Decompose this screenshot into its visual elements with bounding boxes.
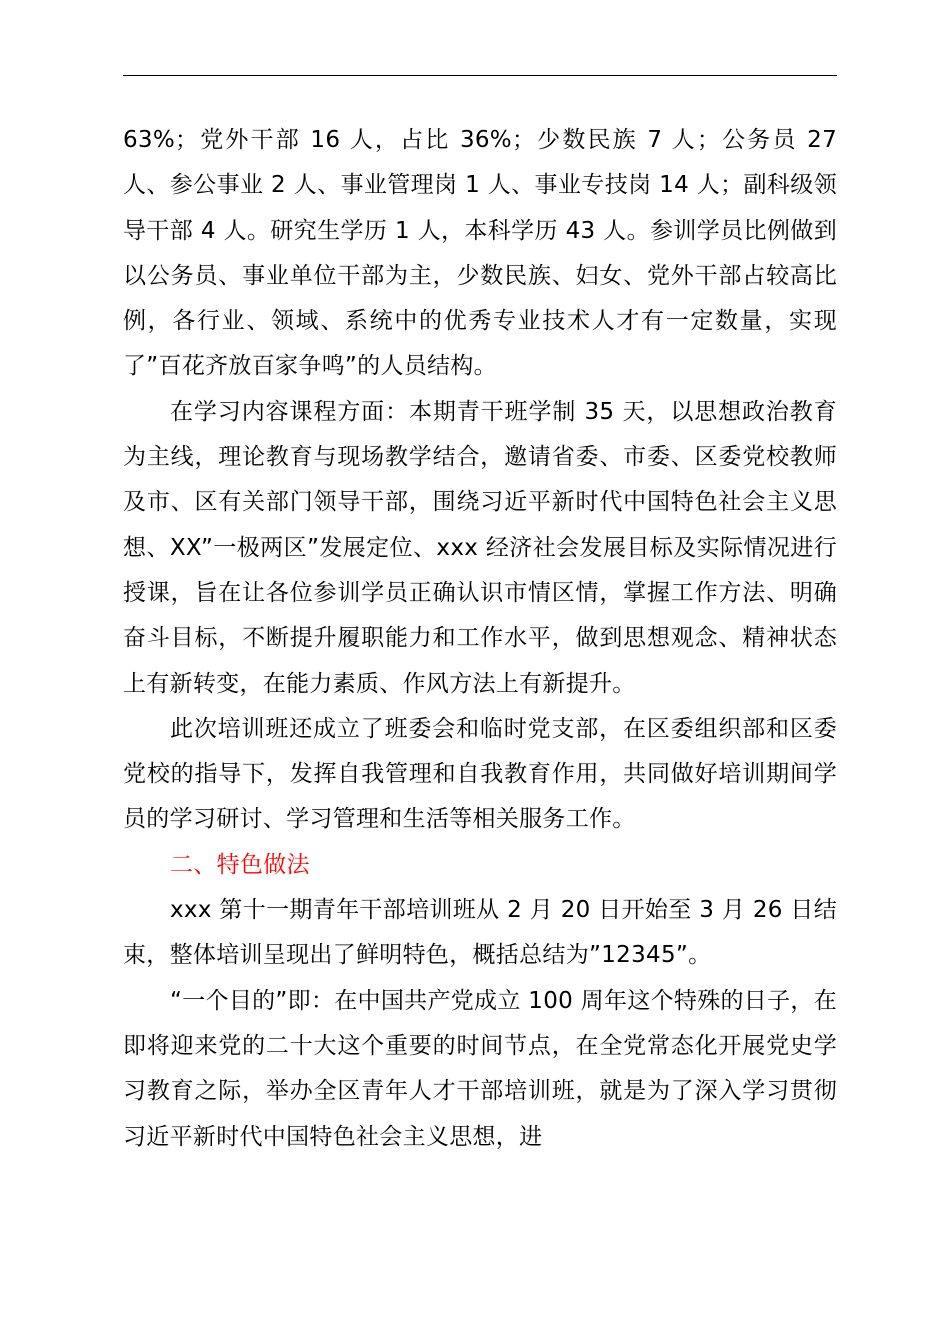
paragraph-class-committee: 此次培训班还成立了班委会和临时党支部，在区委组织部和区委党校的指导下，发挥自我管理和自我教育作用，共同做好培训期间学员的学习研讨、学习管理和生活等相关服务工作。 <box>123 715 837 833</box>
paragraph-course-content: 在学习内容课程方面：本期青干班学制 35 天，以思想政治教育为主线，理论教育与现场教学结合，邀请省委、市委、区委党校教师及市、区有关部门领导干部，围绕习近平新时代中国特色社会主义思想、XX”一极两区”发展定位、xxx 经济社会发展目标及实际情况进行授课，旨在让各位参训学员正确认识市情区情，掌握工作方法、明确奋斗目标，不断提升履职能力和工作水平，做到思想观念、精神状态上有新转变，在能力素质、作风方法上有新提升。 <box>123 398 837 697</box>
document-body <box>123 118 837 1160</box>
section-heading-features: 二、特色做法 <box>170 851 310 878</box>
paragraph-personnel-structure: 63%；党外干部 16 人，占比 36%；少数民族 7 人；公务员 27 人、参公事业 2 人、事业管理岗 1 人、事业专技岗 14 人；副科级领导干部 4 人。研究生学历 1 人，本科学历 43 人。参训学员比例做到以公务员、事业单位干部为主，少数民族、妇女、党外干部占较高比例，各行业、领域、系统中的优秀专业技术人才有一定数量，实现了”百花齐放百家争鸣”的人员结构。 <box>123 127 837 380</box>
header-rule <box>123 75 837 76</box>
paragraph-one-purpose: “一个目的”即：在中国共产党成立 100 周年这个特殊的日子，在即将迎来党的二十大这个重要的时间节点，在全党常态化开展党史学习教育之际，举办全区青年人才干部培训班，就是为了深入学习贯彻习近平新时代中国特色社会主义思想，进 <box>123 987 837 1150</box>
paragraph-training-period: xxx 第十一期青年干部培训班从 2 月 20 日开始至 3 月 26 日结束，整体培训呈现出了鲜明特色，概括总结为”12345”。 <box>123 897 837 969</box>
